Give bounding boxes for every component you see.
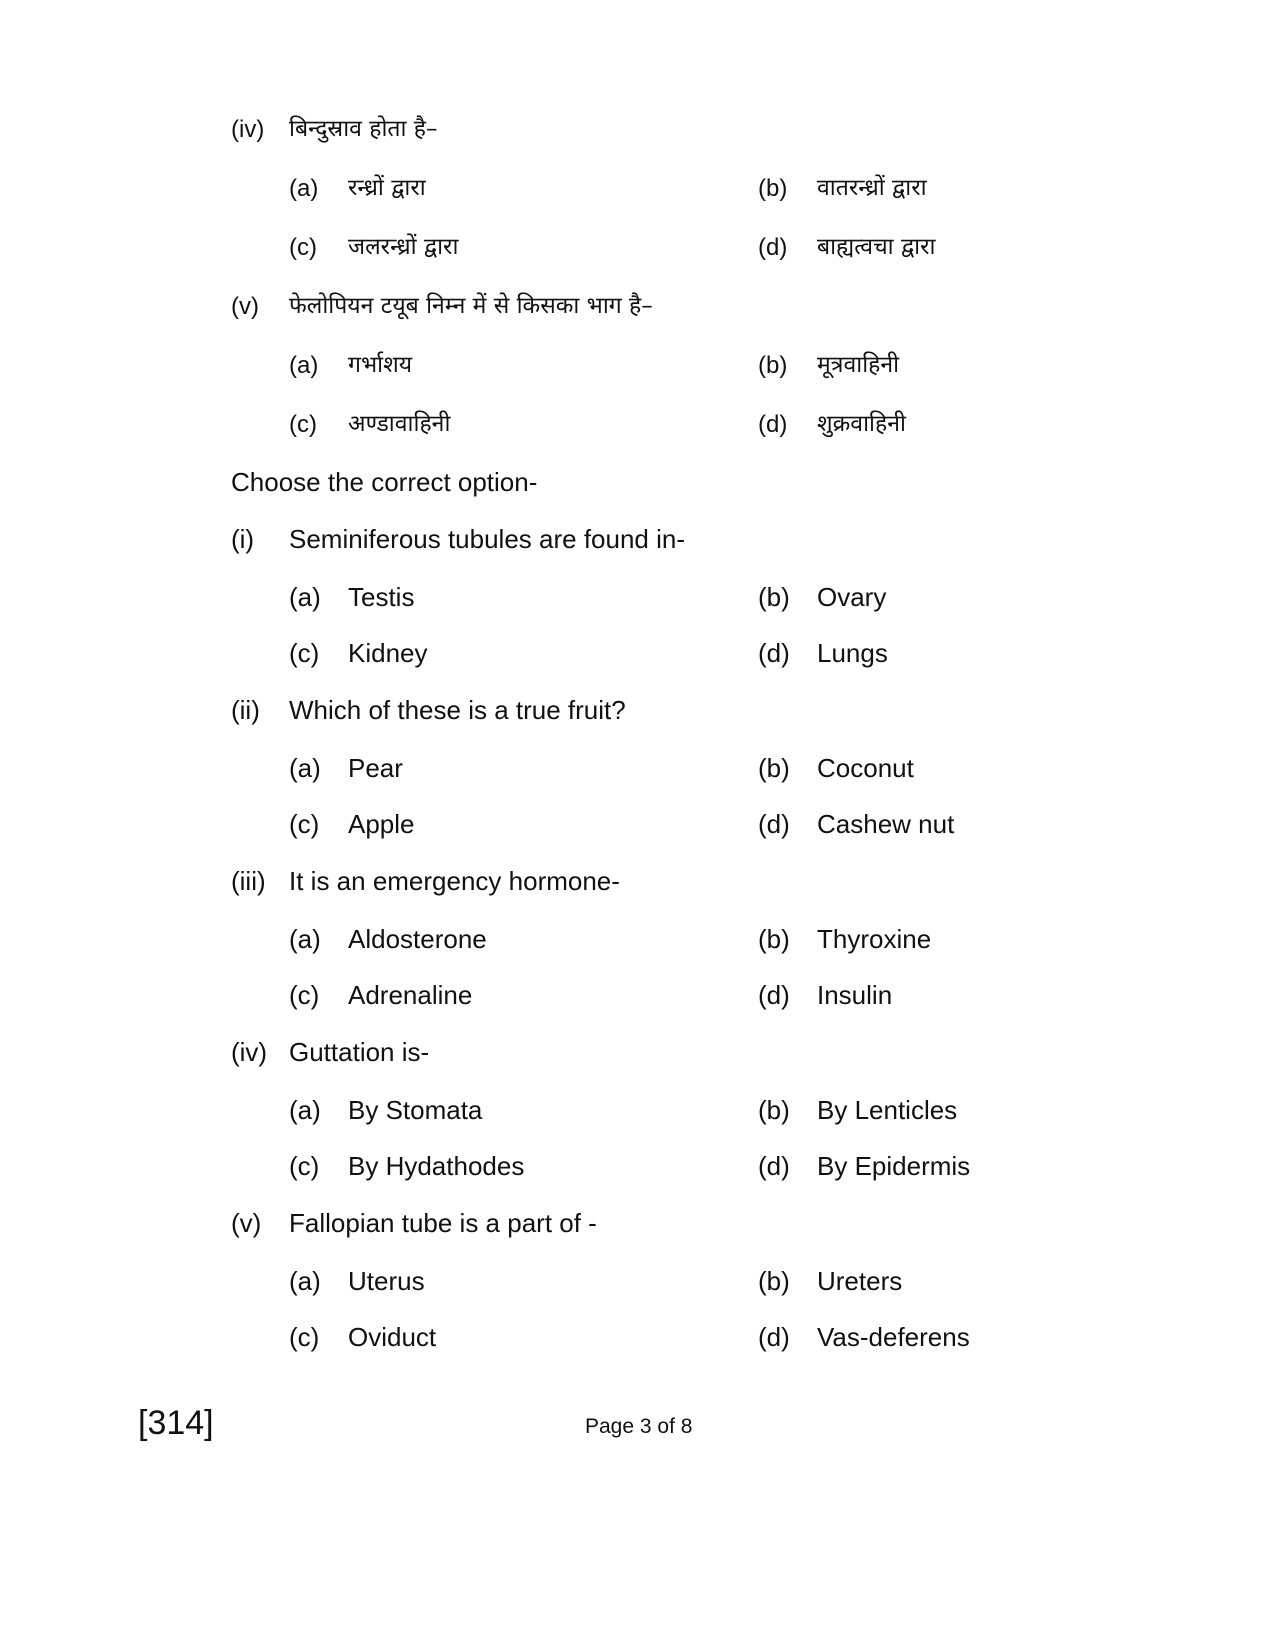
option-label: (b): [758, 924, 790, 954]
option-row: [231, 740, 1131, 796]
option-label: (d): [758, 809, 790, 839]
question-number: (i): [231, 524, 255, 554]
option-label: (d): [758, 1322, 790, 1352]
option-label: (a): [289, 924, 321, 954]
option-text: Testis: [348, 582, 415, 612]
option-text: बाह्यत्वचा द्वारा: [817, 234, 936, 260]
option-text: Pear: [348, 753, 403, 783]
option-label: (d): [758, 234, 788, 261]
option-label: (c): [289, 234, 317, 261]
option-label: (c): [289, 411, 317, 438]
section-heading: Choose the correct option-: [231, 467, 538, 497]
question-text: फेलोपियन टयूब निम्न में से किसका भाग है–: [289, 293, 653, 319]
option-text: By Epidermis: [817, 1151, 971, 1181]
option-row: [231, 625, 1131, 681]
option-label: (b): [758, 753, 790, 783]
question-number: (v): [231, 1208, 262, 1238]
option-text: Oviduct: [348, 1322, 437, 1352]
option-text: Thyroxine: [817, 924, 932, 954]
option-text: रन्ध्रों द्वारा: [348, 175, 426, 201]
option-label: (b): [758, 352, 788, 379]
question-row: [231, 100, 1131, 159]
option-text: Ureters: [817, 1266, 903, 1296]
question-number: (ii): [231, 695, 260, 725]
option-label: (d): [758, 1151, 790, 1181]
option-text: By Hydathodes: [348, 1151, 525, 1181]
option-label: (c): [289, 638, 320, 668]
option-row: [231, 796, 1131, 852]
question-text: Seminiferous tubules are found in-: [289, 524, 686, 554]
option-text: Lungs: [817, 638, 888, 668]
question-text: It is an emergency hormone-: [289, 866, 620, 896]
question-number: (iv): [231, 1037, 268, 1067]
option-row: [231, 395, 1131, 454]
option-label: (d): [758, 411, 788, 438]
option-label: (b): [758, 175, 788, 202]
question-number: (v): [231, 293, 259, 320]
question-row: [231, 510, 1131, 569]
paper-code: [314]: [138, 1404, 214, 1442]
question-text: Fallopian tube is a part of -: [289, 1208, 597, 1238]
option-label: (a): [289, 175, 319, 202]
option-label: (a): [289, 582, 321, 612]
option-label: (c): [289, 809, 320, 839]
option-label: (a): [289, 753, 321, 783]
option-row: [231, 1138, 1131, 1194]
option-row: [231, 1082, 1131, 1138]
option-row: [231, 1309, 1131, 1365]
option-row: [231, 159, 1131, 218]
option-text: By Lenticles: [817, 1095, 958, 1125]
question-row: [231, 277, 1131, 336]
option-row: [231, 569, 1131, 625]
option-text: अण्डावाहिनी: [348, 411, 451, 437]
question-row: [231, 1194, 1131, 1253]
option-text: वातरन्ध्रों द्वारा: [817, 175, 927, 201]
option-label: (d): [758, 980, 790, 1010]
option-text: Apple: [348, 809, 415, 839]
question-number: (iii): [231, 866, 266, 896]
option-text: जलरन्ध्रों द्वारा: [348, 234, 459, 260]
option-label: (b): [758, 1266, 790, 1296]
option-text: गर्भाशय: [348, 352, 413, 378]
option-text: Ovary: [817, 582, 887, 612]
option-text: मूत्रवाहिनी: [817, 352, 900, 378]
option-label: (a): [289, 352, 319, 379]
option-label: (c): [289, 1322, 320, 1352]
option-label: (b): [758, 582, 790, 612]
option-row: [231, 336, 1131, 395]
option-text: Uterus: [348, 1266, 425, 1296]
option-text: Adrenaline: [348, 980, 473, 1010]
question-text: Guttation is-: [289, 1037, 430, 1067]
option-row: [231, 218, 1131, 277]
option-label: (a): [289, 1266, 321, 1296]
option-row: [231, 967, 1131, 1023]
option-text: शुक्रवाहिनी: [817, 411, 906, 437]
option-label: (a): [289, 1095, 321, 1125]
option-text: Aldosterone: [348, 924, 487, 954]
option-row: [231, 911, 1131, 967]
option-label: (b): [758, 1095, 790, 1125]
question-text: Which of these is a true fruit?: [289, 695, 626, 725]
option-text: Coconut: [817, 753, 914, 783]
option-text: By Stomata: [348, 1095, 483, 1125]
question-row: [231, 852, 1131, 911]
page-number: Page 3 of 8: [585, 1415, 693, 1438]
question-row: [231, 1023, 1131, 1082]
question-number: (iv): [231, 116, 265, 143]
question-row: [231, 681, 1131, 740]
option-text: Vas-deferens: [817, 1322, 970, 1352]
option-label: (c): [289, 980, 320, 1010]
question-text: बिन्दुस्राव होता है–: [289, 116, 438, 142]
option-text: Kidney: [348, 638, 428, 668]
option-label: (d): [758, 638, 790, 668]
option-text: Cashew nut: [817, 809, 955, 839]
question-content: [231, 100, 1131, 1365]
option-row: [231, 1253, 1131, 1309]
option-text: Insulin: [817, 980, 893, 1010]
option-label: (c): [289, 1151, 320, 1181]
